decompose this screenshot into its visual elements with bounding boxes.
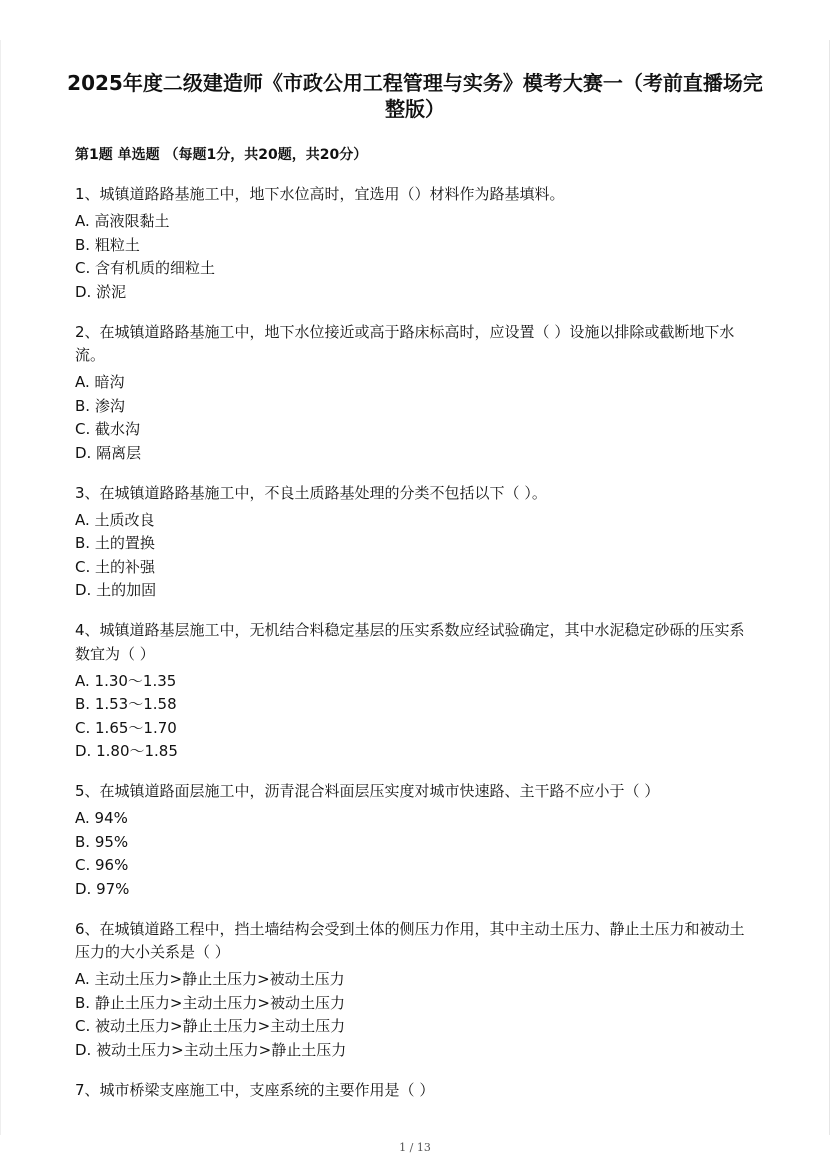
answer-option: A. 1.30～1.35	[75, 671, 177, 690]
answer-option: C. 被动土压力>静止土压力>主动土压力	[75, 1017, 346, 1035]
answer-option: D. 隔离层	[75, 443, 142, 462]
answer-option: A. 暗沟	[75, 373, 125, 391]
question-text: 6、在城镇道路工程中，挡土墙结构会受到土体的侧压力作用，其中主动土压力、静止土压力和被动土压力的大小关系是（ ）	[75, 919, 745, 961]
question-text: 7、城市桥梁支座施工中，支座系统的主要作用是（ ）	[75, 1080, 435, 1099]
answer-option: C. 含有机质的细粒土	[75, 259, 216, 277]
answer-option: A. 高液限黏土	[75, 212, 170, 230]
question	[75, 1079, 755, 1103]
question-list	[75, 183, 755, 1119]
question	[75, 183, 755, 304]
page-number: 1 / 13	[399, 1141, 431, 1154]
answer-option: A. 土质改良	[75, 510, 155, 529]
document-title: 2025年度二级建造师《市政公用工程管理与实务》模考大赛一（考前直播场完整版）	[67, 71, 763, 121]
answer-option: D. 1.80～1.85	[75, 742, 178, 760]
question	[75, 918, 755, 1063]
answer-option: D. 被动土压力>主动土压力>静止土压力	[75, 1040, 347, 1059]
answer-option: B. 渗沟	[75, 396, 125, 415]
answer-option: C. 1.65～1.70	[75, 718, 177, 737]
section-header: 第1题 单选题 （每题1分，共20题，共20分）	[75, 147, 368, 163]
question-text: 3、在城镇道路路基施工中，不良土质路基处理的分类不包括以下（ ）。	[75, 483, 547, 502]
answer-option: B. 粗粒土	[75, 235, 140, 254]
question-text: 2、在城镇道路路基施工中，地下水位接近或高于路床标高时，应设置（ ）设施以排除或截断地下水流。	[75, 322, 735, 364]
question-text: 1、城镇道路路基施工中，地下水位高时，宜选用（）材料作为路基填料。	[75, 185, 565, 203]
answer-option: D. 土的加固	[75, 581, 157, 599]
answer-option: D. 淤泥	[75, 282, 127, 301]
answer-option: B. 静止土压力>主动土压力>被动土压力	[75, 993, 345, 1012]
question	[75, 482, 755, 603]
answer-option: A. 94%	[75, 809, 128, 827]
answer-option: B. 1.53～1.58	[75, 695, 177, 713]
question	[75, 780, 755, 901]
answer-option: D. 97%	[75, 879, 130, 898]
answer-option: B. 95%	[75, 832, 129, 851]
answer-option: C. 土的补强	[75, 557, 156, 576]
question-text: 4、城镇道路基层施工中，无机结合料稳定基层的压实系数应经试验确定，其中水泥稳定砂砾的压实系数宜为（ ）	[75, 621, 745, 663]
question-text: 5、在城镇道路面层施工中，沥青混合料面层压实度对城市快速路、主干路不应小于（ ）	[75, 782, 660, 800]
question	[75, 619, 755, 764]
answer-option: C. 截水沟	[75, 420, 141, 438]
answer-option: A. 主动土压力>静止土压力>被动土压力	[75, 970, 345, 988]
question	[75, 321, 755, 466]
answer-option: C. 96%	[75, 856, 129, 874]
answer-option: B. 土的置换	[75, 534, 155, 552]
